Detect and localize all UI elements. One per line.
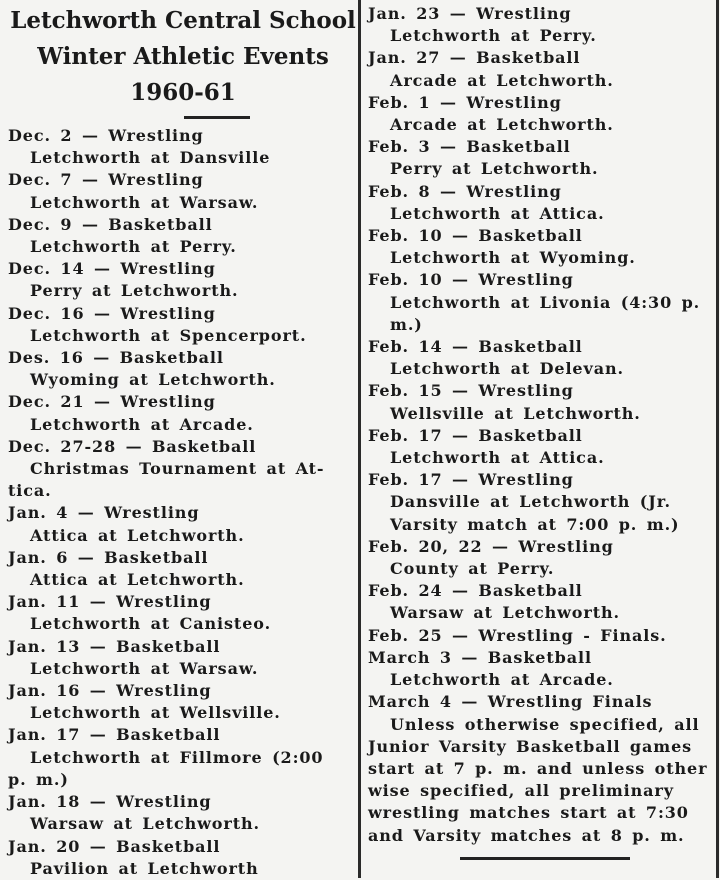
event-entry <box>8 836 358 880</box>
event-heading: Feb. 3 — Basketball <box>368 137 571 157</box>
event-detail: Perry at Letchworth. <box>30 281 239 301</box>
event-entry <box>368 269 720 336</box>
event-heading: Dec. 21 — Wrestling <box>8 392 216 412</box>
event-heading: Jan. 23 — Wrestling <box>368 4 572 23</box>
event-detail: Letchworth at Warsaw. <box>30 658 259 678</box>
event-heading: Jan. 20 — Basketball <box>8 836 221 856</box>
event-entry <box>368 47 720 91</box>
event-heading: Jan. 17 — Basketball <box>8 725 221 745</box>
event-heading: Jan. 11 — Wrestling <box>8 592 212 612</box>
event-detail: Letchworth at Delevan. <box>390 359 624 379</box>
event-entry <box>8 391 358 435</box>
event-heading: Feb. 24 — Basketball <box>368 581 583 601</box>
event-entry <box>368 536 720 580</box>
event-detail: Varsity match at 7:00 p. m.) <box>390 514 680 534</box>
event-heading: Dec. 16 — Wrestling <box>8 303 216 323</box>
event-list <box>368 3 720 714</box>
footnote-line: and Varsity matches at 8 p. m. <box>368 825 685 845</box>
event-heading: Jan. 16 — Wrestling <box>8 681 212 701</box>
event-detail: Christmas Tournament at At- <box>30 459 325 479</box>
right-column <box>362 0 720 878</box>
event-detail: Letchworth at Perry. <box>30 237 237 257</box>
event-detail: Dansville at Letchworth (Jr. <box>390 492 672 512</box>
event-detail: Letchworth at Attica. <box>390 448 605 468</box>
event-detail: m.) <box>390 314 423 334</box>
event-list <box>8 125 358 880</box>
event-detail: Letchworth at Perry. <box>390 26 597 46</box>
event-entry <box>8 214 358 258</box>
title-line: Letchworth Central School <box>10 7 356 34</box>
event-heading: Jan. 13 — Basketball <box>8 636 221 656</box>
event-entry <box>368 136 720 180</box>
event-detail: Letchworth at Attica. <box>390 203 605 223</box>
event-entry <box>8 547 358 591</box>
event-heading: Feb. 17 — Basketball <box>368 425 583 445</box>
event-entry <box>8 724 358 791</box>
event-detail: Arcade at Letchworth. <box>390 115 614 135</box>
event-heading: Dec. 9 — Basketball <box>8 214 213 234</box>
footnote-line: wrestling matches start at 7:30 <box>368 803 689 823</box>
event-entry <box>368 580 720 624</box>
event-detail: Arcade at Letchworth. <box>390 70 614 90</box>
event-heading: Feb. 15 — Wrestling <box>368 381 574 401</box>
event-entry <box>368 691 720 713</box>
event-detail: Letchworth at Arcade. <box>30 414 254 434</box>
title-line: 1960-61 <box>130 79 236 106</box>
event-detail: Letchworth at Dansville <box>30 148 271 168</box>
event-heading: Feb. 14 — Basketball <box>368 337 583 357</box>
event-entry <box>8 791 358 835</box>
event-detail: County at Perry. <box>390 559 555 579</box>
event-detail: Wyoming at Letchworth. <box>30 370 276 390</box>
event-heading: Jan. 6 — Basketball <box>8 547 209 567</box>
event-entry <box>368 225 720 269</box>
footnote-line: Junior Varsity Basketball games <box>368 736 693 756</box>
event-entry <box>368 92 720 136</box>
event-entry <box>368 380 720 424</box>
event-heading: Feb. 10 — Basketball <box>368 226 583 246</box>
event-heading: Jan. 4 — Wrestling <box>8 503 200 523</box>
event-heading: Feb. 10 — Wrestling <box>368 270 574 290</box>
event-heading: Dec. 14 — Wrestling <box>8 259 216 279</box>
event-entry <box>368 425 720 469</box>
event-heading: Jan. 27 — Basketball <box>368 48 581 68</box>
event-heading: Dec. 27-28 — Basketball <box>8 436 257 456</box>
event-entry <box>368 647 720 691</box>
footnote-line: start at 7 p. m. and unless other <box>368 758 708 778</box>
left-column <box>0 0 358 878</box>
article-title <box>8 0 358 108</box>
footnote-line: wise specified, all preliminary <box>368 781 674 801</box>
event-detail: Pavilion at Letchworth <box>30 858 259 878</box>
event-entry <box>368 625 720 647</box>
event-entry <box>368 336 720 380</box>
event-entry <box>8 680 358 724</box>
event-heading: Feb. 17 — Wrestling <box>368 470 574 490</box>
event-entry <box>8 303 358 347</box>
event-detail: Perry at Letchworth. <box>390 159 599 179</box>
event-entry <box>368 469 720 536</box>
event-heading: Feb. 20, 22 — Wrestling <box>368 536 614 556</box>
event-detail: Warsaw at Letchworth. <box>390 603 620 623</box>
event-detail: Letchworth at Wellsville. <box>30 703 281 723</box>
column-border <box>716 0 719 878</box>
end-rule <box>460 857 630 860</box>
event-heading: March 3 — Basketball <box>368 647 592 667</box>
event-heading: Feb. 25 — Wrestling - Finals. <box>368 625 667 645</box>
event-detail: Letchworth at Spencerport. <box>30 325 307 345</box>
event-detail: Letchworth at Warsaw. <box>30 192 259 212</box>
event-detail: Attica at Letchworth. <box>30 525 245 545</box>
event-detail: Attica at Letchworth. <box>30 570 245 590</box>
event-heading: Dec. 7 — Wrestling <box>8 170 204 190</box>
event-detail: Letchworth at Arcade. <box>390 670 614 690</box>
footnote-line: Unless otherwise specified, all <box>390 714 700 734</box>
event-entry <box>8 591 358 635</box>
event-detail-continued: tica. <box>8 481 52 501</box>
event-detail: Letchworth at Livonia (4:30 p. <box>390 292 701 312</box>
event-entry <box>8 436 358 503</box>
footnote <box>368 714 720 847</box>
event-heading: Feb. 1 — Wrestling <box>368 92 562 112</box>
event-entry <box>8 169 358 213</box>
event-entry <box>8 502 358 546</box>
event-entry <box>8 258 358 302</box>
event-heading: Feb. 8 — Wrestling <box>368 181 562 201</box>
event-detail: Wellsville at Letchworth. <box>390 403 641 423</box>
title-line: Winter Athletic Events <box>37 43 329 70</box>
event-detail-continued: p. m.) <box>8 769 69 789</box>
event-detail: Letchworth at Fillmore (2:00 <box>30 747 324 767</box>
event-heading: Jan. 18 — Wrestling <box>8 792 212 812</box>
event-heading: March 4 — Wrestling Finals <box>368 692 653 712</box>
event-entry <box>8 347 358 391</box>
event-entry <box>368 181 720 225</box>
event-entry <box>8 125 358 169</box>
event-detail: Warsaw at Letchworth. <box>30 814 260 834</box>
title-rule <box>184 116 250 119</box>
event-entry <box>8 636 358 680</box>
event-heading: Des. 16 — Basketball <box>8 348 224 368</box>
event-entry <box>368 3 720 47</box>
event-heading: Dec. 2 — Wrestling <box>8 126 204 145</box>
column-divider <box>358 0 361 878</box>
event-detail: Letchworth at Canisteo. <box>30 614 272 634</box>
event-detail: Letchworth at Wyoming. <box>390 248 636 268</box>
